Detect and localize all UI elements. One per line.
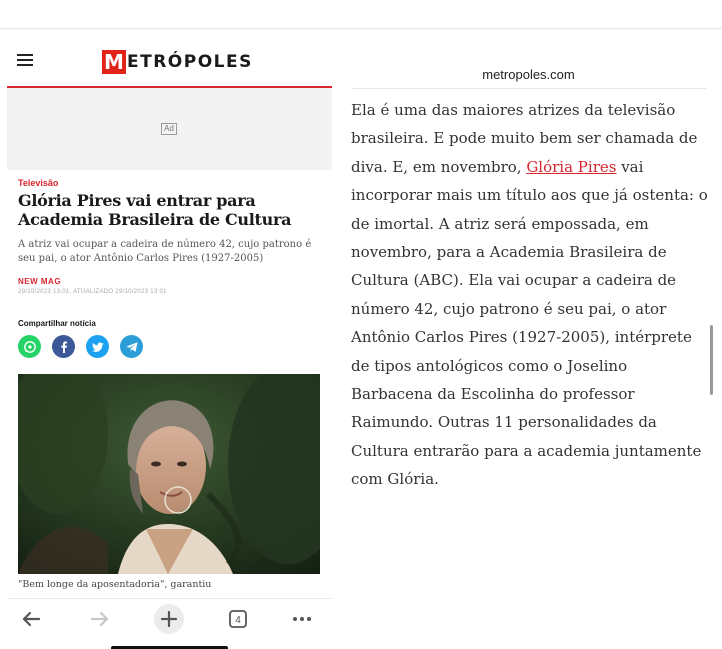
article-photo-image [18, 374, 320, 574]
share-buttons [18, 335, 154, 358]
reader-view-panel [335, 38, 722, 649]
new-tab-plus-icon [161, 611, 177, 627]
back-arrow-icon [21, 611, 41, 627]
telegram-icon [125, 340, 139, 354]
more-options-button[interactable] [287, 604, 317, 634]
article-page-panel [7, 38, 332, 649]
new-tab-button[interactable] [154, 604, 184, 634]
tabs-button[interactable] [223, 604, 253, 634]
telegram-share-button[interactable] [120, 335, 143, 358]
article-photo[interactable] [18, 374, 320, 574]
site-header [7, 38, 332, 88]
article-author[interactable]: NEW MAG [18, 277, 62, 286]
top-status-strip [0, 0, 722, 29]
back-button[interactable] [16, 604, 46, 634]
facebook-icon [57, 340, 71, 354]
whatsapp-share-button[interactable] [18, 335, 41, 358]
article-headline: Glória Pires vai entrar para Academia Brasileira de Cultura [18, 191, 292, 229]
section-tag[interactable]: Televisão [18, 178, 59, 188]
photo-caption: "Bem longe da aposentadoria", garantiu [18, 579, 212, 590]
whatsapp-icon [23, 340, 37, 354]
gloria-pires-link[interactable]: Glória Pires [526, 157, 617, 176]
forward-button[interactable] [85, 604, 115, 634]
facebook-share-button[interactable] [52, 335, 75, 358]
browser-toolbar [7, 598, 332, 639]
paragraph-text-after: vai incorporar mais um título aos que já ostenta: o de imortal. A atriz será empossada, em novembro, para a Academia Brasileira de Cultura (ABC). Ela vai ocupar a cadeira de número 42, cujo patrono é seu pai, o ator Antônio Carlos Pires (1927-2005), intérprete de tipos antológicos como o Joselino Barbacena da Escolinha do professor Raimundo. Outras 11 personalidades da Cultura entrarão para a academia juntamente com Glória. [351, 157, 708, 489]
hamburger-menu-icon[interactable] [17, 54, 33, 66]
ad-label: Ad [161, 123, 177, 135]
logo-letter: M [102, 50, 126, 74]
more-options-icon [292, 616, 312, 622]
reader-paragraph [351, 96, 713, 494]
tabs-counter-icon [228, 609, 248, 629]
url-divider [351, 88, 706, 89]
article-dates: 29/10/2023 13:01, ATUALIZADO 29/10/2023 13:01 [18, 289, 167, 295]
twitter-share-button[interactable] [86, 335, 109, 358]
metropoles-logo[interactable] [102, 49, 253, 75]
article-subtitle: A atriz vai ocupar a cadeira de número 42, cujo patrono é seu pai, o ator Antônio Carlos Pires (1927-2005) [18, 239, 312, 264]
logo-text: ETRÓPOLES [127, 52, 253, 72]
url-label[interactable]: metropoles.com [482, 67, 575, 82]
ad-placeholder[interactable] [7, 88, 332, 170]
scrollbar-thumb[interactable] [710, 325, 713, 395]
share-label: Compartilhar notícia [18, 319, 96, 328]
paragraph-text-before: Ela é uma das maiores atrizes da televisão brasileira. E pode muito bem ser chamada de diva. E, em novembro, [351, 101, 698, 176]
twitter-icon [91, 340, 105, 354]
forward-arrow-icon [90, 611, 110, 627]
tab-count: 4 [235, 615, 241, 626]
